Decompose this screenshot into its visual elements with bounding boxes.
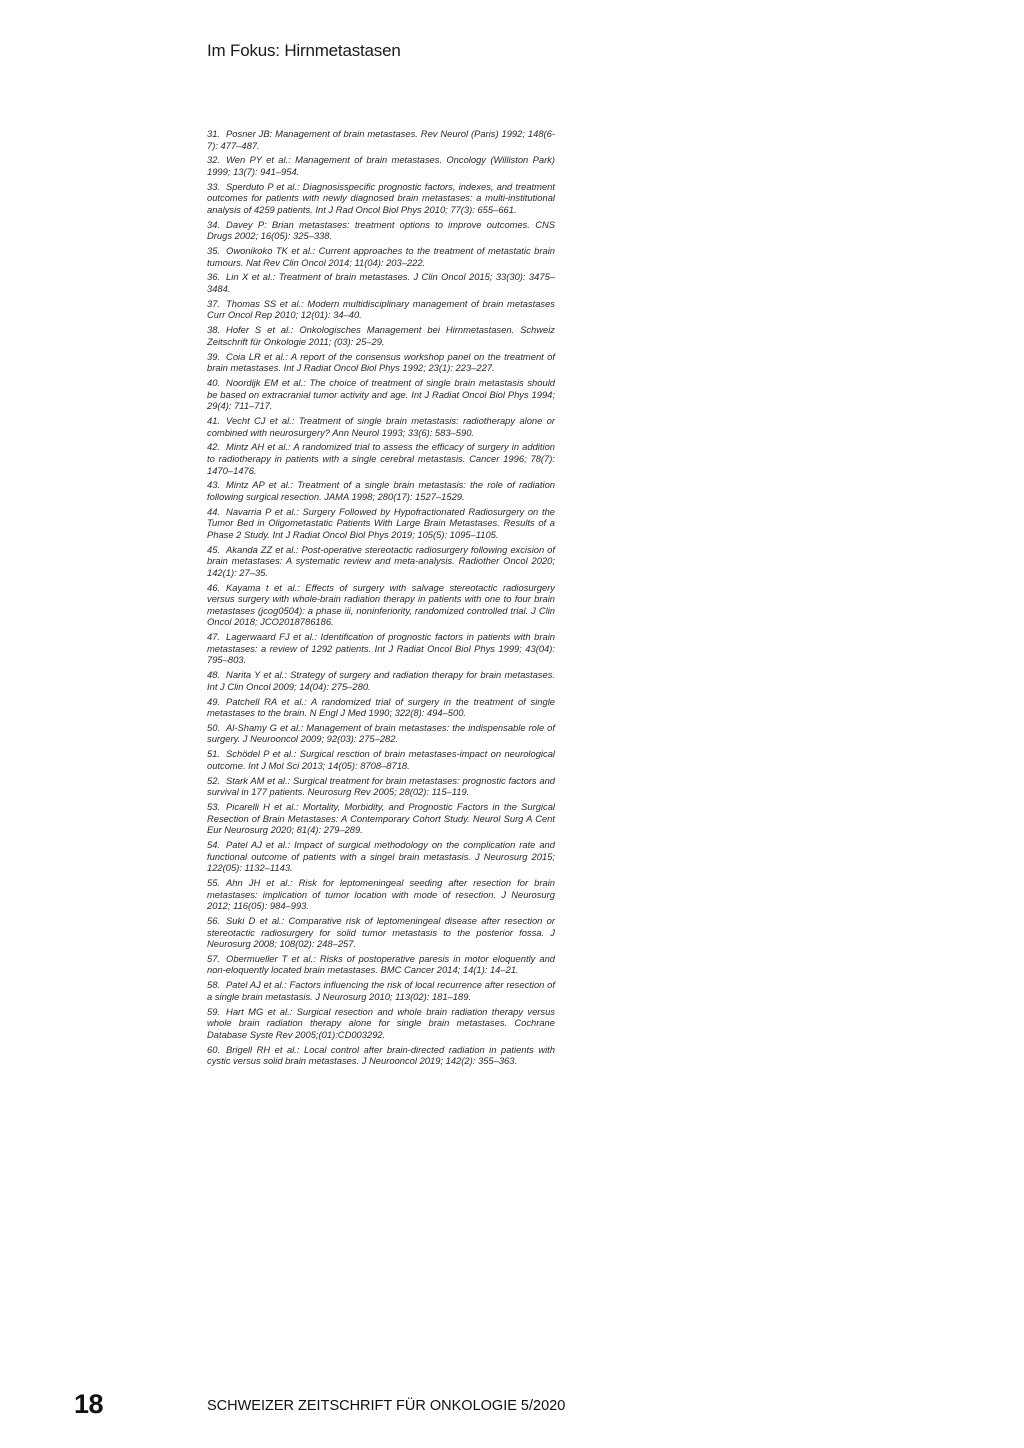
reference-item — [207, 351, 555, 374]
reference-item — [207, 915, 555, 950]
reference-number: 54. — [207, 838, 221, 850]
journal-title: SCHWEIZER ZEITSCHRIFT FÜR ONKOLOGIE 5/2020 — [207, 1398, 566, 1414]
reference-text: Vecht CJ et al.: Treatment of single brain metastasis: radiotherapy alone or combined with neurosurgery? Ann Neurol 1993; 33(6): 583–590. — [207, 414, 555, 438]
reference-item — [207, 801, 555, 836]
reference-text: Suki D et al.: Comparative risk of leptomeningeal disease after resection or stereotactic radiosurgery for solid tumor metastasis to the posterior fossa. J Neurosurg 2008; 108(02): 248–257. — [207, 914, 555, 950]
reference-number: 55. — [207, 876, 221, 888]
reference-text: Patchell RA et al.: A randomized trial of surgery in the treatment of single metastases to the brain. N Engl J Med 1990; 322(8): 494–500. — [207, 695, 555, 719]
reference-number: 59. — [207, 1005, 221, 1017]
reference-item — [207, 506, 555, 541]
reference-list — [207, 128, 555, 1070]
reference-number: 48. — [207, 669, 221, 681]
reference-text: Stark AM et al.: Surgical treatment for brain metastases: prognostic factors and survival in 177 patients. Neurosurg Rev 2005; 28(02): 115–119. — [207, 774, 555, 798]
reference-number: 38. — [207, 324, 221, 336]
reference-item — [207, 669, 555, 692]
reference-item — [207, 245, 555, 268]
reference-item — [207, 441, 555, 476]
reference-text: Posner JB: Management of brain metastases. Rev Neurol (Paris) 1992; 148(6-7): 477–487. — [207, 128, 555, 151]
reference-text: Ahn JH et al.: Risk for leptomeningeal seeding after resection for brain metastases: implication of tumor location with mode of resection. J Neurosurg 2012; 116(05): 984–993. — [207, 876, 555, 912]
reference-number: 52. — [207, 774, 221, 786]
reference-text: Wen PY et al.: Management of brain metastases. Oncology (Williston Park) 1999; 13(7): 941–954. — [207, 154, 555, 177]
reference-text: Lagerwaard FJ et al.: Identification of prognostic factors in patients with brain metastases: a review of 1292 patients. Int J Radiat Oncol Biol Phys 1999; 43(04): 795–803. — [207, 631, 555, 666]
reference-text: Akanda ZZ et al.: Post-operative stereotactic radiosurgery following excision of brain metastases: A systematic review and meta-analysis. Radiother Oncol 2020; 142(1): 27–35. — [207, 543, 555, 578]
reference-number: 46. — [207, 581, 221, 593]
reference-number: 47. — [207, 631, 221, 643]
reference-number: 50. — [207, 721, 221, 733]
reference-item — [207, 696, 555, 719]
reference-item — [207, 298, 555, 321]
reference-item — [207, 722, 555, 745]
reference-text: Brigell RH et al.: Local control after brain-directed radiation in patients with cystic versus solid brain metastases. J Neurooncol 2019; 142(2): 355–363. — [207, 1043, 555, 1067]
reference-item — [207, 1044, 555, 1067]
reference-item — [207, 839, 555, 874]
reference-item — [207, 128, 555, 151]
page-number: 18 — [74, 1389, 104, 1419]
reference-text: Schödel P et al.: Surgical resction of brain metastases-impact on neurological outcome. Int J Mol Sci 2013; 14(05): 8708–8718. — [207, 748, 555, 771]
reference-item — [207, 324, 555, 347]
reference-item — [207, 631, 555, 666]
reference-number: 45. — [207, 543, 221, 555]
reference-text: Coia LR et al.: A report of the consensus workshop panel on the treatment of brain metastases. Int J Radiat Oncol Biol Phys 1992; 23(1): 223–227. — [207, 350, 555, 374]
reference-text: Narita Y et al.: Strategy of surgery and radiation therapy for brain metastases. Int J Clin Oncol 2009; 14(04): 275–280. — [207, 669, 555, 692]
reference-number: 51. — [207, 748, 221, 760]
reference-item — [207, 748, 555, 771]
reference-number: 43. — [207, 479, 221, 491]
reference-text: Kayama t et al.: Effects of surgery with salvage stereotactic radiosurgery versus surgery with whole-brain radiation therapy in patients with one to four brain metastases (jcog0504): a phase iii, noninferiority, randomized controlled trial. J Clin Oncol 2018; JCO2018786186. — [207, 581, 555, 628]
reference-number: 34. — [207, 218, 221, 230]
reference-number: 42. — [207, 441, 221, 453]
reference-item — [207, 479, 555, 502]
reference-text: Obermueller T et al.: Risks of postoperative paresis in motor eloquently and non-eloquently located brain metastases. BMC Cancer 2014; 14(1): 14–21. — [207, 952, 555, 976]
reference-number: 39. — [207, 350, 221, 362]
reference-number: 41. — [207, 414, 221, 426]
reference-number: 58. — [207, 979, 221, 991]
reference-item — [207, 877, 555, 912]
reference-number: 57. — [207, 952, 221, 964]
reference-item — [207, 544, 555, 579]
reference-number: 40. — [207, 376, 221, 388]
reference-text: Thomas SS et al.: Modern multidisciplinary management of brain metastases Curr Oncol Rep 2010; 12(01): 34–40. — [207, 297, 555, 321]
reference-number: 35. — [207, 245, 221, 257]
reference-number: 56. — [207, 914, 221, 926]
reference-text: Lin X et al.: Treatment of brain metastases. J Clin Oncol 2015; 33(30): 3475–3484. — [207, 271, 555, 295]
reference-item — [207, 271, 555, 294]
reference-number: 60. — [207, 1043, 221, 1055]
reference-number: 53. — [207, 801, 221, 812]
reference-text: Mintz AP et al.: Treatment of a single brain metastasis: the role of radiation following surgical resection. JAMA 1998; 280(17): 1527–1529. — [207, 479, 555, 502]
reference-item — [207, 415, 555, 438]
reference-item — [207, 953, 555, 976]
section-title: Im Fokus: Hirnmetastasen — [207, 41, 401, 60]
reference-text: Noordijk EM et al.: The choice of treatment of single brain metastasis should be based on extracranial tumor activity and age. Int J Radiat Oncol Biol Phys 1994; 29(4): 711–717. — [207, 376, 555, 412]
reference-item — [207, 775, 555, 798]
reference-text: Navarria P et al.: Surgery Followed by Hypofractionated Radiosurgery on the Tumor Bed in Oligometastatic Patients With Large Brain Metastases. Results of a Phase 2 Study. Int J Radiat Oncol Biol Phys 2019; 105(5): 1095–1105. — [207, 505, 555, 540]
reference-text: Al-Shamy G et al.: Management of brain metastases: the indispensable role of surgery. J Neurooncol 2009; 92(03): 275–282. — [207, 721, 555, 745]
reference-item — [207, 582, 555, 628]
reference-text: Patel AJ et al.: Impact of surgical methodology on the complication rate and functional outcome of patients with a singel brain metastasis. J Neurosurg 2015; 122(05): 1132–1143. — [207, 838, 555, 874]
reference-text: Davey P: Brian metastases: treatment options to improve outcomes. CNS Drugs 2002; 16(05): 325–338. — [207, 218, 555, 242]
reference-number: 36. — [207, 271, 221, 283]
reference-text: Hofer S et al.: Onkologisches Management bei Hirnmetastasen. Schweiz Zeitschrift für Onkologie 2011; (03): 25–29. — [207, 324, 555, 347]
reference-item — [207, 181, 555, 216]
reference-number: 33. — [207, 180, 221, 192]
reference-item — [207, 377, 555, 412]
reference-number: 49. — [207, 695, 221, 707]
reference-text: Patel AJ et al.: Factors influencing the risk of local recurrence after resection of a single brain metastasis. J Neurosurg 2010; 113(02): 181–189. — [207, 979, 555, 1002]
reference-item — [207, 219, 555, 242]
reference-item — [207, 979, 555, 1002]
reference-number: 32. — [207, 154, 221, 166]
reference-number: 44. — [207, 505, 221, 517]
reference-text: Owonikoko TK et al.: Current approaches to the treatment of metastatic brain tumours. Nat Rev Clin Oncol 2014; 11(04): 203–222. — [207, 245, 555, 268]
reference-number: 37. — [207, 297, 221, 309]
reference-text: Sperduto P et al.: Diagnosisspecific prognostic factors, indexes, and treatment outcomes for patients with newly diagnosed brain metastases: a multi-institutional analysis of 4259 patients. Int J Rad Oncol Biol Phys 2010; 77(3): 655–661. — [207, 180, 555, 215]
reference-item — [207, 1006, 555, 1041]
reference-text: Picarelli H et al.: Mortality, Morbidity, and Prognostic Factors in the Surgical Resection of Brain Metastases: A Contemporary Cohort Study. Neurol Surg A Cent Eur Neurosurg 2020; 81(4): 279–289. — [207, 801, 555, 836]
reference-item — [207, 154, 555, 177]
reference-text: Hart MG et al.: Surgical resection and whole brain radiation therapy versus whole brain radiation therapy alone for single brain metastases. Cochrane Database Syste Rev 2005;(01):CD003292. — [207, 1005, 555, 1040]
reference-number: 31. — [207, 128, 221, 139]
reference-text: Mintz AH et al.: A randomized trial to assess the efficacy of surgery in addition to radiotherapy in patients with a single cerebral metastasis. Cancer 1996; 78(7): 1470–1476. — [207, 441, 555, 476]
